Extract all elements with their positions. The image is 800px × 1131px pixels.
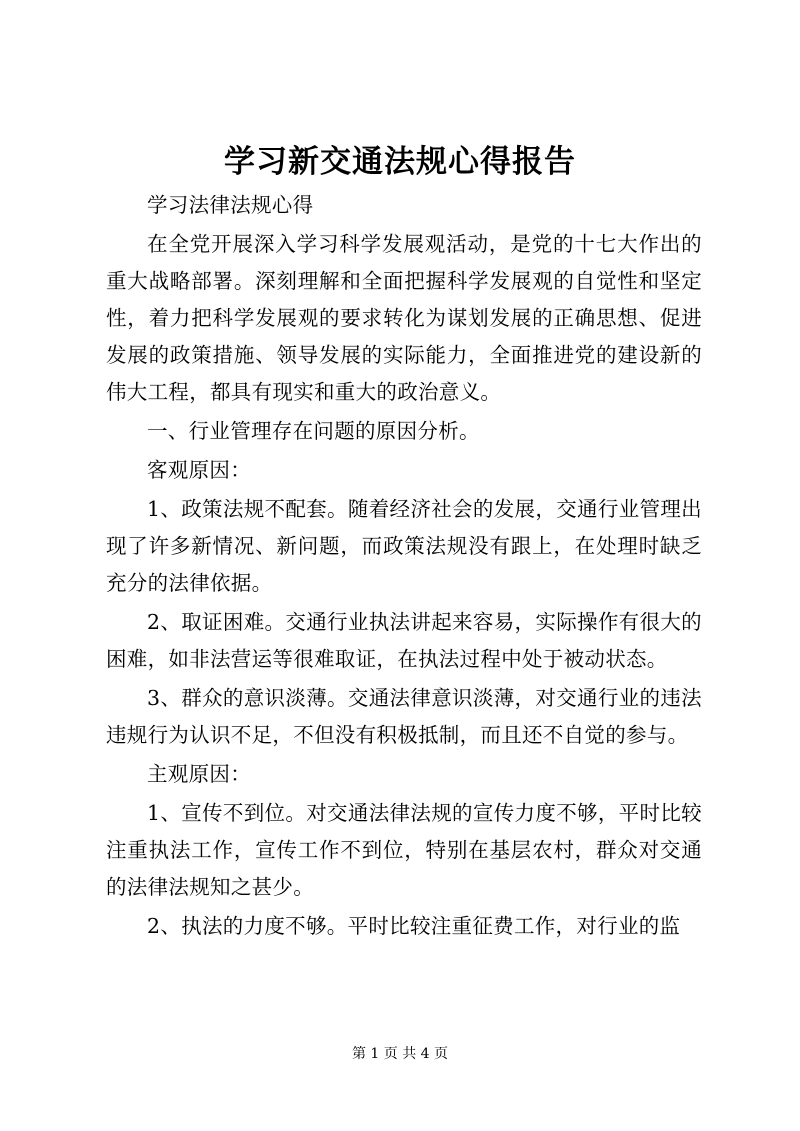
paragraph-objective-1: 1、政策法规不配套。随着经济社会的发展，交通行业管理出现了许多新情况、新问题，而政策法规没有跟上，在处理时缺乏充分的法律依据。 [106, 497, 702, 595]
paragraph-subjective-1: 1、宣传不到位。对交通法律法规的宣传力度不够，平时比较注重执法工作，宣传工作不到位，特别在基层农村，群众对交通的法律法规知之甚少。 [106, 801, 702, 899]
paragraph-subtitle: 学习法律法规心得 [147, 193, 314, 217]
paragraph-objective-heading: 客观原因： [147, 458, 251, 482]
document-title: 学习新交通法规心得报告 [224, 144, 576, 180]
paragraph-subjective-heading: 主观原因： [147, 762, 251, 786]
paragraph-subjective-2: 2、执法的力度不够。平时比较注重征费工作，对行业的监 [147, 914, 681, 938]
page-number-footer: 第 1 页 共 4 页 [351, 1046, 449, 1062]
paragraph-intro: 在全党开展深入学习科学发展观活动，是党的十七大作出的重大战略部署。深刻理解和全面把握科学发展观的自觉性和坚定性，着力把科学发展观的要求转化为谋划发展的正确思想、促进发展的政策措施、领导发展的实际能力，全面推进党的建设新的伟大工程，都具有现实和重大的政治意义。 [106, 232, 702, 404]
document-body [106, 187, 702, 945]
paragraph-section-heading: 一、行业管理存在问题的原因分析。 [147, 419, 480, 443]
paragraph-objective-3: 3、群众的意识淡薄。交通法律意识淡薄，对交通行业的违法违规行为认识不足，不但没有积极抵制，而且还不自觉的参与。 [106, 686, 702, 747]
paragraph-objective-2: 2、取证困难。交通行业执法讲起来容易，实际操作有很大的困难，如非法营运等很难取证，在执法过程中处于被动状态。 [106, 610, 702, 671]
